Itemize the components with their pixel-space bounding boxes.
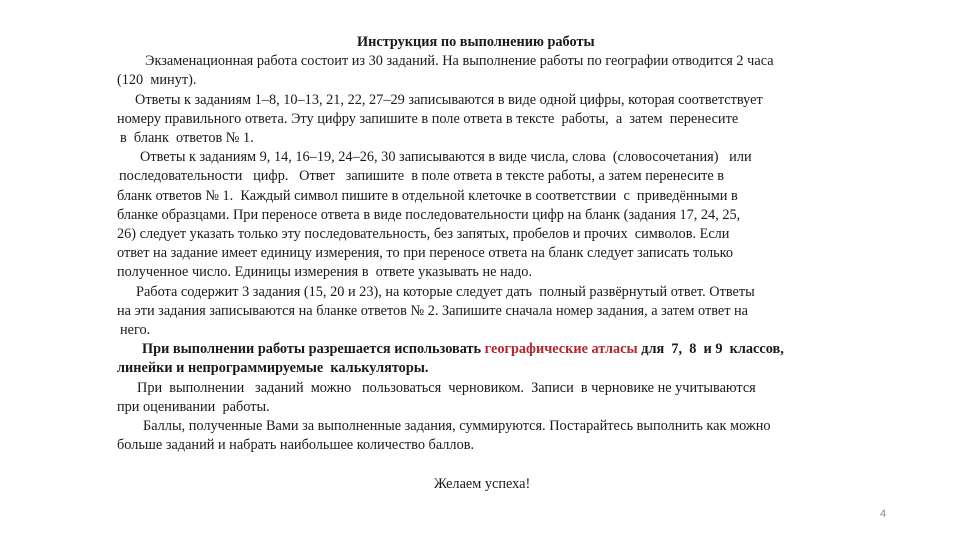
text-line: Ответы к заданиям 9, 14, 16–19, 24–26, 30 записываются в виде числа, слова (словосочетания) или (140, 149, 752, 165)
text-line: линейки и непрограммируемые калькуляторы. (117, 360, 429, 376)
text-line: при оценивании работы. (117, 399, 270, 415)
text-line: полученное число. Единицы измерения в ответе указывать не надо. (117, 264, 533, 280)
text-line: 26) следует указать только эту последовательность, без запятых, пробелов и прочих символов. Если (117, 226, 730, 242)
document-title: Инструкция по выполнению работы (357, 34, 595, 50)
allowed-text-end: для 7, 8 и 9 классов, (637, 341, 784, 357)
text-line: Баллы, полученные Вами за выполненные задания, суммируются. Постарайтесь выполнить как можно (143, 418, 771, 434)
text-line: в бланк ответов № 1. (120, 130, 254, 146)
text-line: Экзаменационная работа состоит из 30 заданий. На выполнение работы по географии отводится 2 часа (145, 53, 774, 69)
closing-wish: Желаем успеха! (434, 476, 531, 492)
text-line: ответ на задание имеет единицу измерения, то при переносе ответа на бланк следует записать только (117, 245, 734, 261)
text-line: номеру правильного ответа. Эту цифру запишите в поле ответа в тексте работы, а затем перенесите (117, 111, 739, 127)
text-line: него. (120, 322, 151, 338)
text-line: Ответы к заданиям 1–8, 10–13, 21, 22, 27–29 записываются в виде одной цифры, которая соответствует (135, 92, 763, 108)
page-number: 4 (880, 508, 887, 520)
text-line: на эти задания записываются на бланке ответов № 2. Запишите сначала номер задания, а затем ответ на (117, 303, 749, 319)
text-line: бланке образцами. При переносе ответа в виде последовательности цифр на бланк (задания 17, 24, 25, (117, 207, 741, 223)
text-line: Работа содержит 3 задания (15, 20 и 23), на которые следует дать полный развёрнутый ответ. Ответы (136, 284, 755, 300)
allowed-materials-line (142, 341, 784, 357)
allowed-text: При выполнении работы разрешается использовать (142, 341, 485, 357)
text-line: (120 минут). (117, 72, 197, 88)
text-line: последовательности цифр. Ответ запишите в поле ответа в тексте работы, а затем перенесите в (119, 168, 725, 184)
text-line: бланк ответов № 1. Каждый символ пишите в отдельной клеточке в соответствии с приведёнными в (117, 188, 738, 204)
highlighted-atlases: географические атласы (484, 341, 638, 357)
text-line: При выполнении заданий можно пользоваться черновиком. Записи в черновике не учитываются (137, 380, 756, 396)
text-line: больше заданий и набрать наибольшее количество баллов. (117, 437, 475, 453)
